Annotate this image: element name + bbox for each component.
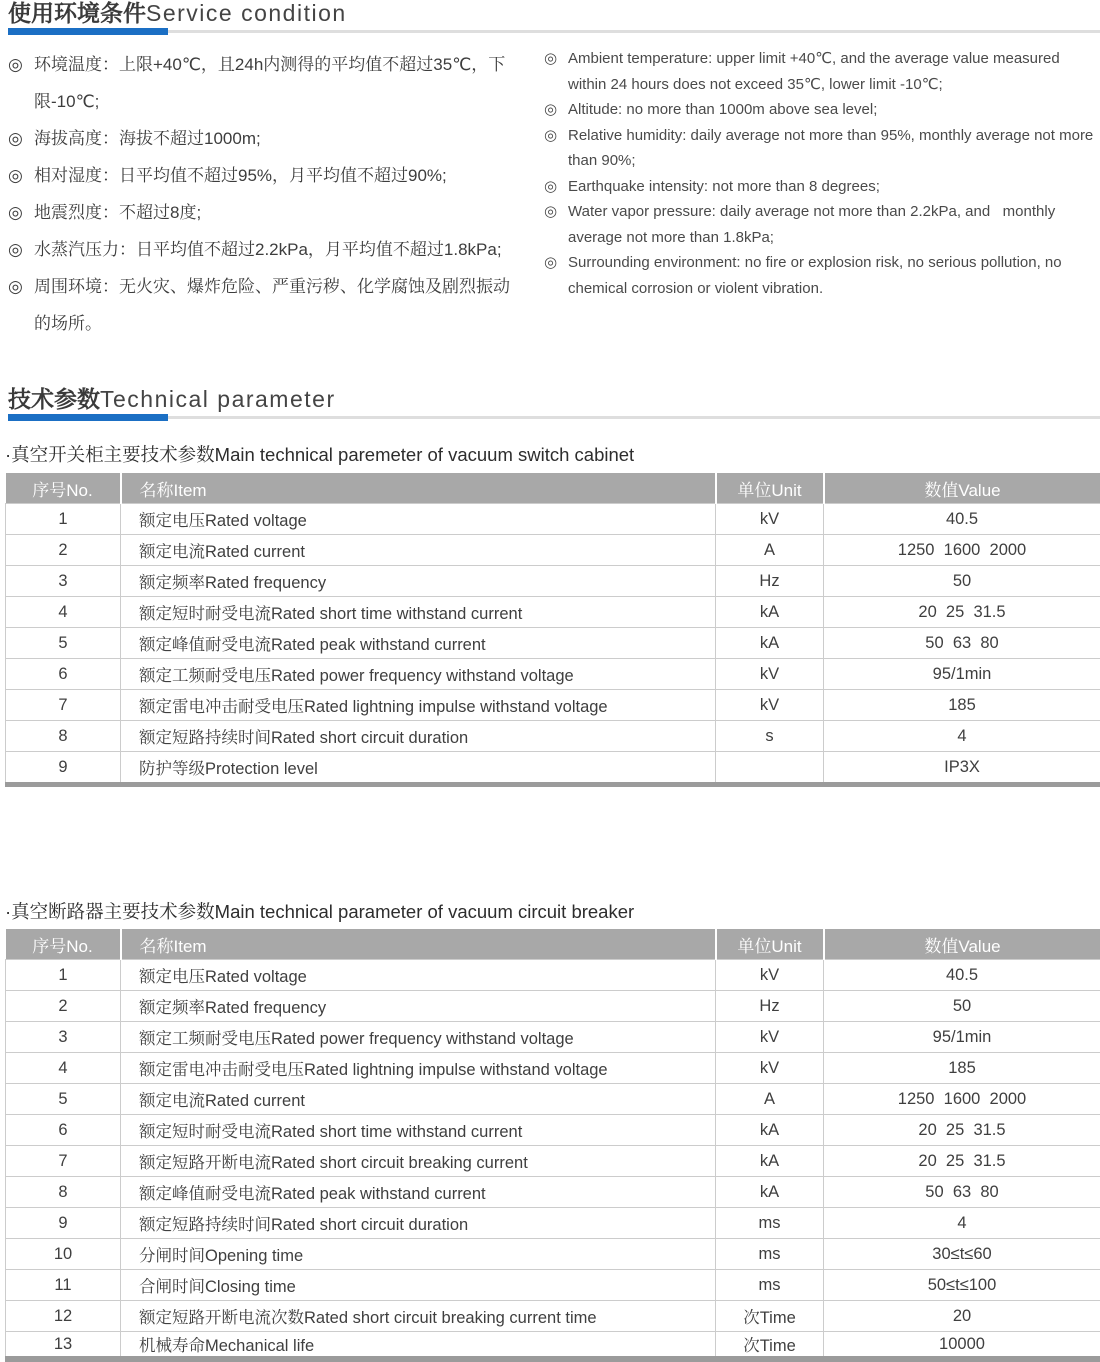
list-item: [8, 268, 522, 342]
bullseye-bullet-icon: ◎: [544, 101, 558, 118]
list-item-text: Relative humidity: daily average not more than 95%, monthly average not more than 90%;: [568, 126, 1094, 169]
table-cell: 10: [6, 1239, 121, 1270]
title-blue-accent-bar: [8, 28, 168, 35]
table-cell: 分闸时间Opening time: [121, 1239, 716, 1270]
table-cell: ms: [716, 1208, 824, 1239]
table-cell: 50: [824, 566, 1100, 597]
table-cell: 6: [6, 659, 121, 690]
table-row: [6, 1053, 1100, 1084]
table-row: [6, 535, 1100, 566]
table-cell: 7: [6, 690, 121, 721]
table-cell: 额定电流Rated current: [121, 535, 716, 566]
table-row: [6, 597, 1100, 628]
table-cell: 额定工频耐受电压Rated power frequency withstand voltage: [121, 659, 716, 690]
list-item: [544, 123, 1096, 174]
title-gray-rule: [8, 416, 1100, 419]
table-cell: 额定频率Rated frequency: [121, 566, 716, 597]
table-cell: Hz: [716, 991, 824, 1022]
table-cell: 95/1min: [824, 659, 1100, 690]
list-item: [8, 194, 522, 231]
table-cell: kA: [716, 597, 824, 628]
table-cell: [716, 752, 824, 785]
table-cell: kV: [716, 690, 824, 721]
table-cell: 40.5: [824, 504, 1100, 535]
table-cell: 1250 1600 2000: [824, 1084, 1100, 1115]
table-cell: kV: [716, 1053, 824, 1084]
circuit-breaker-table-subtitle: ·真空断路器主要技术参数Main technical parameter of vacuum circuit breaker: [5, 901, 635, 922]
bullseye-bullet-icon: ◎: [544, 126, 558, 144]
table-header-row: [6, 473, 1100, 504]
table-row: [6, 960, 1100, 991]
table-cell: kA: [716, 628, 824, 659]
table-cell: 4: [6, 1053, 121, 1084]
table-cell: 额定工频耐受电压Rated power frequency withstand voltage: [121, 1022, 716, 1053]
table-cell: 95/1min: [824, 1022, 1100, 1053]
table-cell: 额定短时耐受电流Rated short time withstand current: [121, 1115, 716, 1146]
table-cell: 8: [6, 1177, 121, 1208]
table-bottom-bar: [5, 1356, 1100, 1362]
bullseye-bullet-icon: ◎: [544, 203, 558, 220]
column-header: 单位Unit: [716, 929, 824, 960]
section-title-en: Service condition: [146, 0, 347, 26]
service-condition-title: [8, 0, 1100, 37]
table-cell: 额定雷电冲击耐受电压Rated lightning impulse withstand voltage: [121, 1053, 716, 1084]
bullseye-bullet-icon: ◎: [8, 203, 23, 222]
bullseye-bullet-icon: ◎: [544, 50, 558, 67]
list-item-text: 海拔高度：海拔不超过1000m;: [34, 129, 261, 148]
list-item-text: 相对湿度：日平均值不超过95%，月平均值不超过90%;: [34, 166, 447, 185]
list-item: [544, 174, 1096, 200]
table-cell: 8: [6, 721, 121, 752]
table-cell: 50: [824, 991, 1100, 1022]
table-cell: 5: [6, 1084, 121, 1115]
table-cell: 次Time: [716, 1301, 824, 1332]
table-row: [6, 752, 1100, 785]
table-cell: 7: [6, 1146, 121, 1177]
table-cell: 3: [6, 566, 121, 597]
technical-parameter-title: [8, 386, 1100, 423]
table-row: [6, 1332, 1100, 1357]
table-cell: kA: [716, 1115, 824, 1146]
table-cell: 额定电压Rated voltage: [121, 504, 716, 535]
table-cell: ms: [716, 1270, 824, 1301]
table-cell: 50≤t≤100: [824, 1270, 1100, 1301]
table-row: [6, 991, 1100, 1022]
table-cell: 2: [6, 535, 121, 566]
table-cell: 1250 1600 2000: [824, 535, 1100, 566]
bullseye-bullet-icon: ◎: [544, 177, 558, 195]
list-item-text: 水蒸汽压力：日平均值不超过2.2kPa，月平均值不超过1.8kPa;: [34, 240, 502, 259]
table-cell: 10000: [824, 1332, 1100, 1357]
table-cell: 9: [6, 752, 121, 785]
table-cell: 40.5: [824, 960, 1100, 991]
table-row: [6, 690, 1100, 721]
list-item-text: 周围环境：无火灾、爆炸危险、严重污秽、化学腐蚀及剧烈振动的场所。: [34, 277, 510, 333]
table-header-row: [6, 929, 1100, 960]
table-cell: 额定短时耐受电流Rated short time withstand current: [121, 597, 716, 628]
table-row: [6, 504, 1100, 535]
table-cell: s: [716, 721, 824, 752]
table-cell: kV: [716, 659, 824, 690]
list-item-text: Water vapor pressure: daily average not more than 2.2kPa, and monthly average not more than 1.8kPa;: [568, 203, 1056, 246]
table-cell: 额定频率Rated frequency: [121, 991, 716, 1022]
table-cell: 20 25 31.5: [824, 1146, 1100, 1177]
column-header: 数值Value: [824, 929, 1100, 960]
title-blue-accent-bar: [8, 414, 168, 421]
table-cell: 11: [6, 1270, 121, 1301]
switch-cabinet-table-subtitle: ·真空开关柜主要技术参数Main technical paremeter of vacuum switch cabinet: [5, 444, 635, 465]
table-cell: kV: [716, 1022, 824, 1053]
table-row: [6, 659, 1100, 690]
table-cell: 4: [824, 1208, 1100, 1239]
table-cell: 4: [824, 721, 1100, 752]
table-cell: kV: [716, 504, 824, 535]
table-cell: 1: [6, 960, 121, 991]
table-cell: 额定短路持续时间Rated short circuit duration: [121, 721, 716, 752]
table-cell: 额定峰值耐受电流Rated peak withstand current: [121, 628, 716, 659]
bullseye-bullet-icon: ◎: [8, 129, 23, 148]
bullseye-bullet-icon: ◎: [8, 277, 23, 296]
circuit-breaker-parameter-table: [5, 929, 1100, 1357]
table-row: [6, 1177, 1100, 1208]
table-cell: A: [716, 535, 824, 566]
table-cell: 额定短路开断电流次数Rated short circuit breaking current time: [121, 1301, 716, 1332]
column-header: 单位Unit: [716, 473, 824, 504]
table-cell: 185: [824, 1053, 1100, 1084]
table-cell: 额定短路持续时间Rated short circuit duration: [121, 1208, 716, 1239]
column-header: 序号No.: [6, 929, 121, 960]
column-header: 序号No.: [6, 473, 121, 504]
table-cell: 185: [824, 690, 1100, 721]
service-condition-list-en: [544, 46, 1096, 342]
list-item-text: Ambient temperature: upper limit +40℃, and the average value measured within 24 hours does not exceed 35℃, lower limit -10℃;: [568, 50, 1060, 93]
table-cell: 5: [6, 628, 121, 659]
table-row: [6, 1022, 1100, 1053]
table-row: [6, 1146, 1100, 1177]
table-cell: IP3X: [824, 752, 1100, 785]
table-cell: 额定短路开断电流Rated short circuit breaking current: [121, 1146, 716, 1177]
list-item-text: Surrounding environment: no fire or explosion risk, no serious pollution, no chemical corrosion or violent vibration.: [568, 254, 1062, 297]
section-title-en: Technical parameter: [100, 386, 336, 412]
table-row: [6, 1084, 1100, 1115]
list-item-text: Altitude: no more than 1000m above sea level;: [568, 101, 878, 118]
table-cell: 20 25 31.5: [824, 1115, 1100, 1146]
section-title-cn: 使用环境条件: [8, 0, 146, 26]
table-cell: 50 63 80: [824, 1177, 1100, 1208]
title-gray-rule: [8, 30, 1100, 33]
table-row: [6, 1115, 1100, 1146]
table-cell: 20: [824, 1301, 1100, 1332]
service-condition-list-cn: [8, 46, 522, 342]
column-header: 数值Value: [824, 473, 1100, 504]
table-row: [6, 1301, 1100, 1332]
table-cell: 30≤t≤60: [824, 1239, 1100, 1270]
title-underline: [8, 28, 1100, 37]
list-item: [8, 157, 522, 194]
list-item-text: 地震烈度：不超过8度;: [34, 203, 202, 222]
service-condition-columns: [8, 46, 1100, 342]
table-cell: 额定电压Rated voltage: [121, 960, 716, 991]
list-item: [544, 250, 1096, 301]
table-cell: kV: [716, 960, 824, 991]
table-cell: 2: [6, 991, 121, 1022]
table-row: [6, 1270, 1100, 1301]
table-cell: 次Time: [716, 1332, 824, 1357]
table-cell: 防护等级Protection level: [121, 752, 716, 785]
list-item: [544, 97, 1096, 123]
table-row: [6, 566, 1100, 597]
table-cell: A: [716, 1084, 824, 1115]
table-row: [6, 1239, 1100, 1270]
table-cell: 12: [6, 1301, 121, 1332]
table-cell: 机械寿命Mechanical life: [121, 1332, 716, 1357]
list-item-text: 环境温度：上限+40℃，且24h内测得的平均值不超过35℃，下限-10℃;: [34, 55, 506, 111]
bullseye-bullet-icon: ◎: [8, 55, 23, 74]
table-cell: 20 25 31.5: [824, 597, 1100, 628]
bullseye-bullet-icon: ◎: [8, 240, 23, 259]
table-cell: 3: [6, 1022, 121, 1053]
bullseye-bullet-icon: ◎: [544, 254, 558, 271]
table-cell: 6: [6, 1115, 121, 1146]
table-cell: 额定雷电冲击耐受电压Rated lightning impulse withstand voltage: [121, 690, 716, 721]
table-cell: ms: [716, 1239, 824, 1270]
table-row: [6, 1208, 1100, 1239]
column-header: 名称Item: [121, 929, 716, 960]
list-item-text: Earthquake intensity: not more than 8 degrees;: [568, 177, 880, 195]
list-item: [8, 46, 522, 120]
bullseye-bullet-icon: ◎: [8, 166, 23, 185]
table-cell: kA: [716, 1177, 824, 1208]
table-cell: 50 63 80: [824, 628, 1100, 659]
table-cell: 13: [6, 1332, 121, 1357]
list-item: [8, 231, 522, 268]
table-cell: 额定峰值耐受电流Rated peak withstand current: [121, 1177, 716, 1208]
list-item: [544, 46, 1096, 97]
section-title-cn: 技术参数: [8, 386, 100, 412]
table-cell: 4: [6, 597, 121, 628]
table-row: [6, 628, 1100, 659]
list-item: [544, 199, 1096, 250]
table-row: [6, 721, 1100, 752]
title-underline: [8, 414, 1100, 423]
list-item: [8, 120, 522, 157]
table-cell: 1: [6, 504, 121, 535]
table-cell: 9: [6, 1208, 121, 1239]
table-cell: kA: [716, 1146, 824, 1177]
switch-cabinet-parameter-table: [5, 473, 1100, 787]
column-header: 名称Item: [121, 473, 716, 504]
table-cell: 额定电流Rated current: [121, 1084, 716, 1115]
table-cell: Hz: [716, 566, 824, 597]
table-cell: 合闸时间Closing time: [121, 1270, 716, 1301]
